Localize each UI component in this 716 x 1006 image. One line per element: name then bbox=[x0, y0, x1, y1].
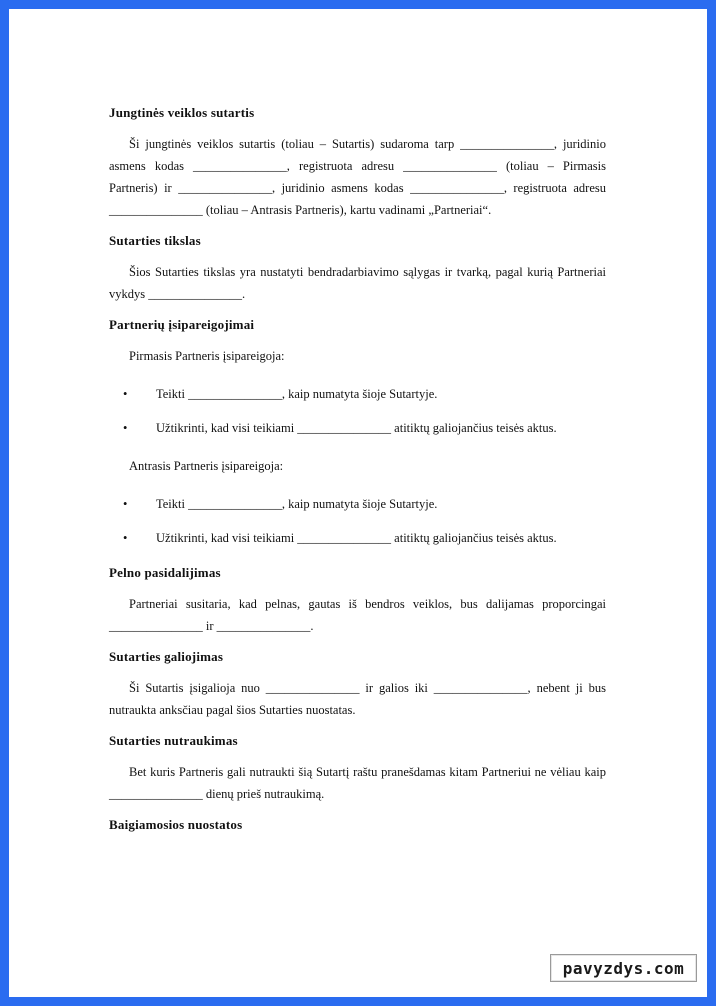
list-item bbox=[109, 527, 606, 549]
purpose-paragraph: Šios Sutarties tikslas yra nustatyti bendradarbiavimo sąlygas ir tvarką, pagal kurią Partneriai vykdys _______________. bbox=[109, 265, 606, 301]
first-partner-obligations-list bbox=[109, 383, 606, 439]
list-item-text: Teikti _______________, kaip numatyta šioje Sutartyje. bbox=[156, 387, 438, 401]
list-item-text: Teikti _______________, kaip numatyta šioje Sutartyje. bbox=[156, 497, 438, 511]
section-title-agreement: Jungtinės veiklos sutartis bbox=[109, 105, 255, 120]
list-item-text: Užtikrinti, kad visi teikiami _______________ atitiktų galiojančius teisės aktus. bbox=[156, 531, 557, 545]
termination-paragraph: Bet kuris Partneris gali nutraukti šią Sutartį raštu pranešdamas kitam Partneriui ne vėliau kaip _______________ dienų prieš nutraukimą. bbox=[109, 765, 606, 801]
section-title-termination: Sutarties nutraukimas bbox=[109, 733, 238, 748]
section-title-profit: Pelno pasidalijimas bbox=[109, 565, 221, 580]
document-content bbox=[109, 105, 606, 833]
section-title-purpose: Sutarties tikslas bbox=[109, 233, 201, 248]
first-partner-intro: Pirmasis Partneris įsipareigoja: bbox=[129, 349, 285, 363]
list-item bbox=[109, 417, 606, 439]
second-partner-intro: Antrasis Partneris įsipareigoja: bbox=[129, 459, 284, 473]
validity-paragraph: Ši Sutartis įsigalioja nuo _______________ ir galios iki _______________, nebent ji bus nutraukta anksčiau pagal šios Sutarties nuostatas. bbox=[109, 681, 606, 717]
document-page bbox=[9, 9, 707, 997]
agreement-paragraph: Ši jungtinės veiklos sutartis (toliau – Sutartis) sudaroma tarp _______________, juridinio asmens kodas _______________, registruota adresu _______________ (toliau – Pirmasis Partneris) ir _______________, juridinio asmens kodas _______________, registruota adresu _______________ (toliau – Antrasis Partneris), kartu vadinami „Partneriai“. bbox=[109, 137, 606, 217]
section-title-final-provisions: Baigiamosios nuostatos bbox=[109, 817, 243, 832]
section-title-validity: Sutarties galiojimas bbox=[109, 649, 224, 664]
second-partner-obligations-list bbox=[109, 493, 606, 549]
watermark-badge: pavyzdys.com bbox=[550, 954, 697, 982]
bullet-icon: • bbox=[123, 387, 128, 401]
bullet-icon: • bbox=[123, 497, 128, 511]
list-item bbox=[109, 383, 606, 405]
bullet-icon: • bbox=[123, 421, 128, 435]
profit-paragraph: Partneriai susitaria, kad pelnas, gautas iš bendros veiklos, bus dalijamas proporcingai _______________ ir _______________. bbox=[109, 597, 606, 633]
section-title-obligations: Partnerių įsipareigojimai bbox=[109, 317, 255, 332]
bullet-icon: • bbox=[123, 531, 128, 545]
list-item bbox=[109, 493, 606, 515]
list-item-text: Užtikrinti, kad visi teikiami _______________ atitiktų galiojančius teisės aktus. bbox=[156, 421, 557, 435]
